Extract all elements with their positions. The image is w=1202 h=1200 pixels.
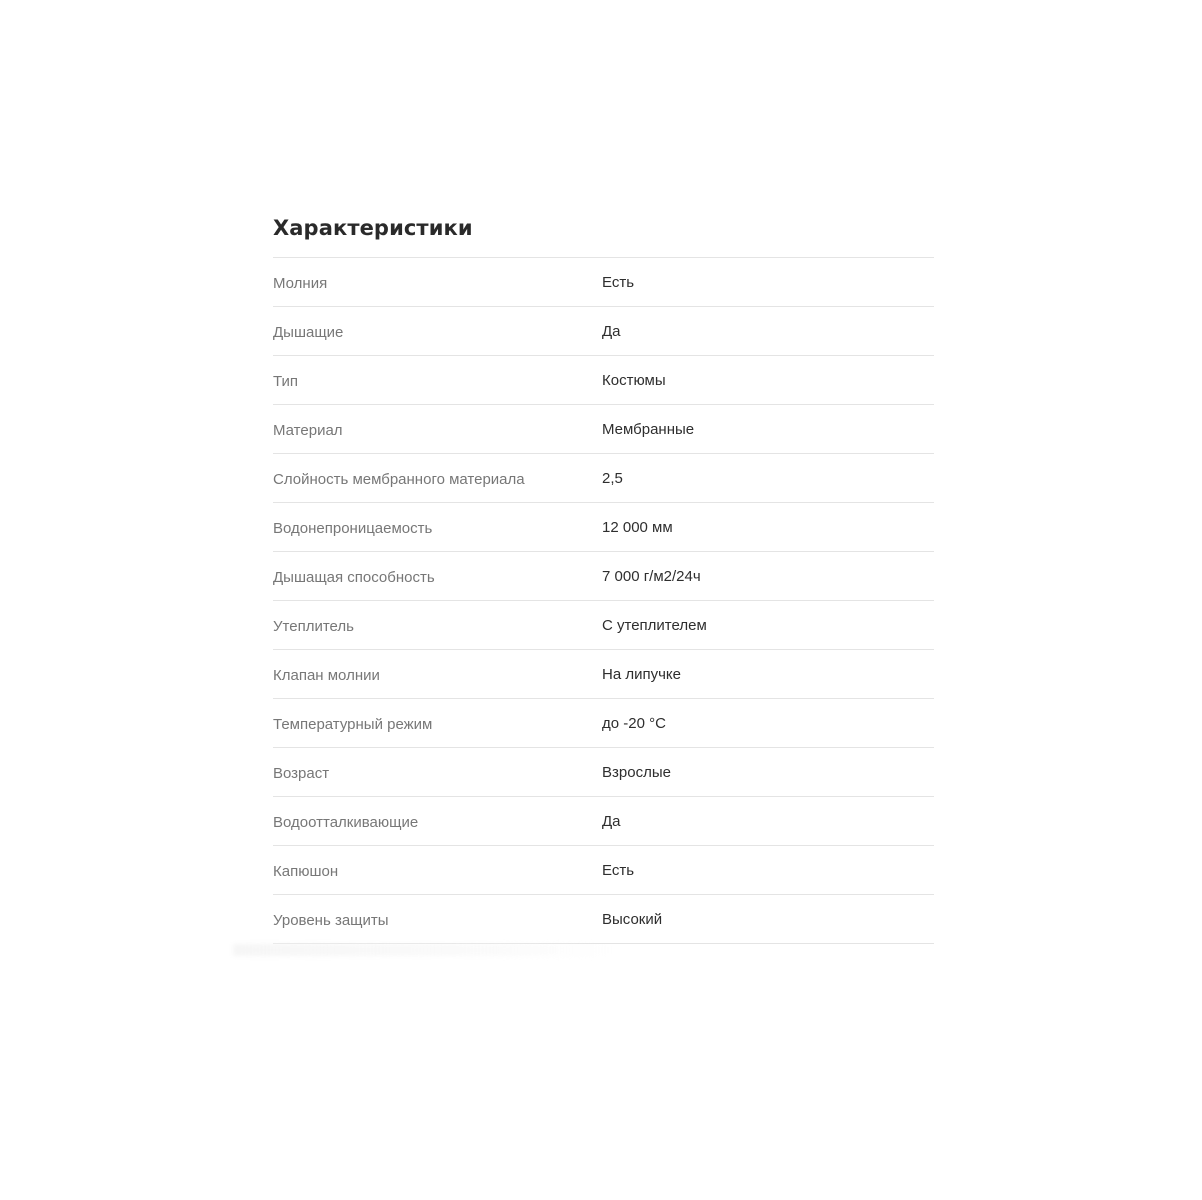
- spec-name: Дышащие: [273, 323, 344, 341]
- spec-name: Материал: [273, 421, 343, 439]
- spec-row: [273, 552, 934, 601]
- spec-name: Клапан молнии: [273, 666, 380, 684]
- spec-name: Утеплитель: [273, 617, 354, 635]
- spec-row: [273, 356, 934, 405]
- spec-value: Высокий: [602, 910, 663, 928]
- spec-row: [273, 405, 934, 454]
- spec-row: [273, 503, 934, 552]
- spec-row: [273, 797, 934, 846]
- spec-name: Уровень защиты: [273, 911, 389, 929]
- spec-row: [273, 846, 934, 895]
- spec-name: Возраст: [273, 764, 330, 782]
- section-title: Характеристики: [273, 210, 934, 258]
- spec-name: Слойность мембранного материала: [273, 470, 525, 488]
- spec-name: Температурный режим: [273, 715, 433, 733]
- spec-value: Есть: [602, 861, 635, 879]
- spec-value: Мембранные: [602, 420, 695, 438]
- spec-name: Дышащая способность: [273, 568, 435, 586]
- spec-value: 7 000 г/м2/24ч: [602, 567, 701, 585]
- spec-value: На липучке: [602, 665, 681, 683]
- spec-value: Да: [602, 322, 621, 340]
- spec-row: [273, 650, 934, 699]
- spec-row: [273, 748, 934, 797]
- spec-value: Есть: [602, 273, 635, 291]
- section-bottom-shadow: [233, 944, 613, 956]
- specifications-section: [273, 210, 934, 944]
- spec-value: до -20 °С: [602, 714, 666, 732]
- spec-row: [273, 601, 934, 650]
- spec-value: С утеплителем: [602, 616, 707, 634]
- spec-row: [273, 307, 934, 356]
- spec-name: Тип: [273, 372, 299, 390]
- spec-value: 12 000 мм: [602, 518, 673, 536]
- specs-list: [273, 258, 934, 944]
- spec-name: Молния: [273, 274, 328, 292]
- spec-row: [273, 258, 934, 307]
- spec-value: Костюмы: [602, 371, 666, 389]
- spec-value: Взрослые: [602, 763, 671, 781]
- spec-value: Да: [602, 812, 621, 830]
- spec-row: [273, 895, 934, 944]
- spec-row: [273, 454, 934, 503]
- spec-name: Водонепроницаемость: [273, 519, 433, 537]
- spec-name: Капюшон: [273, 862, 339, 880]
- spec-value: 2,5: [602, 469, 623, 487]
- spec-row: [273, 699, 934, 748]
- spec-name: Водоотталкивающие: [273, 813, 419, 831]
